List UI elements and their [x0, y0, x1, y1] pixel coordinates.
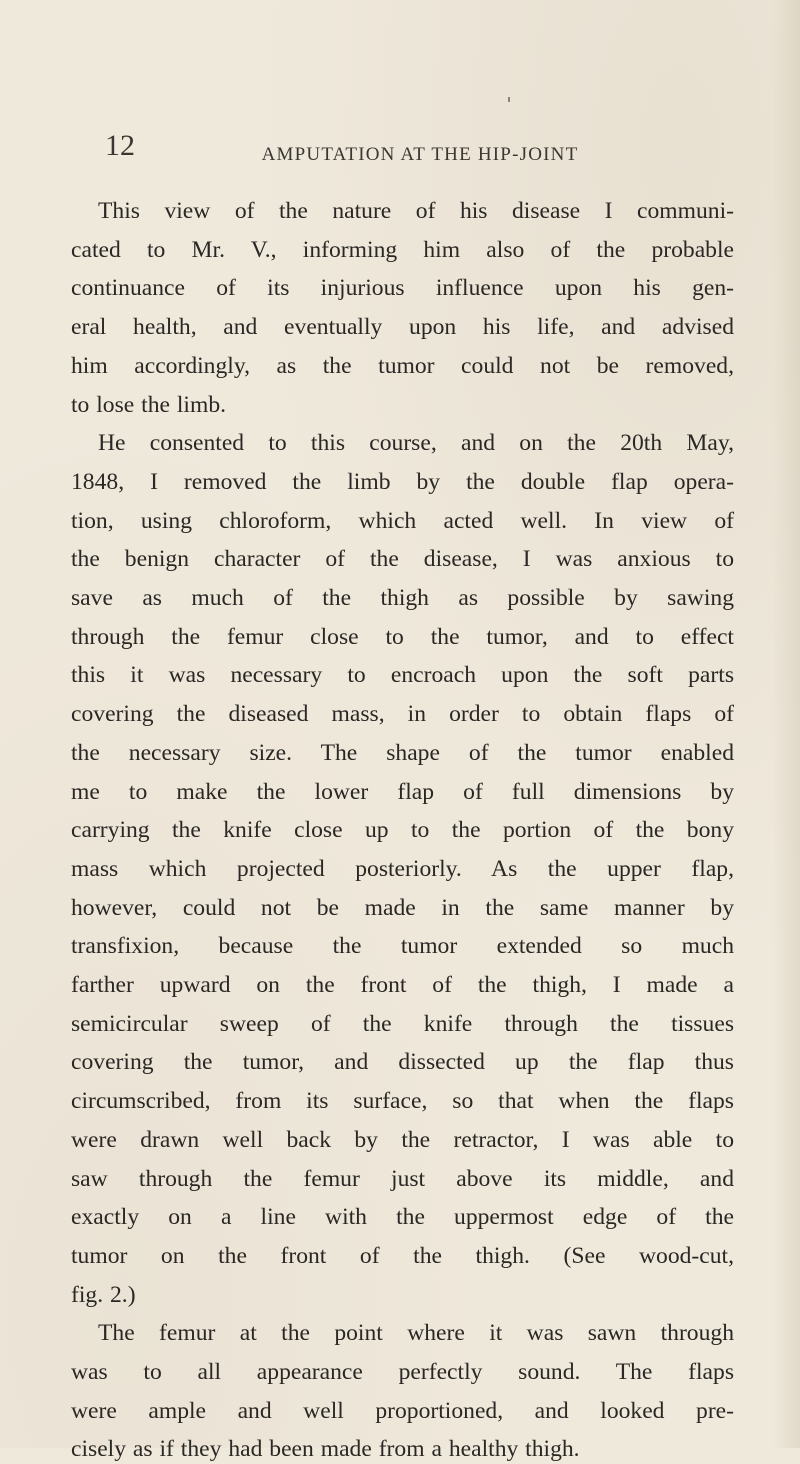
page-edge-shadow — [772, 0, 800, 1448]
text-line: circumscribed, from its surface, so that when the flaps — [71, 1088, 734, 1115]
text-line: were ample and well proportioned, and looked pre- — [71, 1397, 734, 1424]
text-line: cisely as if they had been made from a healthy thigh. — [71, 1436, 580, 1463]
text-line: save as much of the thigh as possible by sawing — [71, 585, 734, 611]
text-line: me to make the lower flap of full dimensions by — [71, 778, 734, 805]
ink-speck — [508, 97, 510, 102]
text-line: 1848, I removed the limb by the double flap opera- — [71, 468, 734, 495]
text-line: transfixion, because the tumor extended so much — [71, 933, 734, 960]
text-line: farther upward on the front of the thigh, I made a — [71, 972, 734, 998]
text-line: covering the tumor, and dissected up the flap thus — [71, 1049, 734, 1076]
text-line: He consented to this course, and on the 20th May, — [98, 430, 734, 457]
text-line: saw through the femur just above its middle, and — [71, 1165, 734, 1192]
text-line: the necessary size. The shape of the tumor enabled — [71, 739, 734, 766]
running-head — [0, 144, 800, 166]
text-line: exactly on a line with the uppermost edge of the — [71, 1204, 734, 1231]
text-line: tion, using chloroform, which acted well. In view of — [71, 507, 734, 534]
text-line: The femur at the point where it was sawn through — [98, 1320, 734, 1347]
text-line: through the femur close to the tumor, and to effect — [71, 623, 734, 650]
text-line: continuance of its injurious influence upon his gen- — [71, 275, 734, 302]
text-line: carrying the knife close up to the portion of the bony — [71, 817, 734, 844]
text-line: tumor on the front of the thigh. (See wood-cut, — [71, 1242, 734, 1269]
text-line: semicircular sweep of the knife through the tissues — [71, 1010, 734, 1037]
text-line: fig. 2.) — [71, 1281, 136, 1308]
text-line: this it was necessary to encroach upon the soft parts — [71, 662, 734, 689]
text-line: This view of the nature of his disease I communi- — [98, 198, 734, 224]
text-line: cated to Mr. V., informing him also of the probable — [71, 236, 734, 263]
text-line: covering the diseased mass, in order to obtain flaps of — [71, 701, 734, 728]
page-number: 12 — [105, 129, 135, 162]
text-line: him accordingly, as the tumor could not be removed, — [71, 352, 734, 379]
text-line: eral health, and eventually upon his life, and advised — [71, 314, 734, 341]
text-line: to lose the limb. — [71, 391, 227, 418]
text-line: the benign character of the disease, I was anxious to — [71, 546, 734, 573]
text-line: were drawn well back by the retractor, I was able to — [71, 1126, 734, 1153]
text-line: was to all appearance perfectly sound. The flaps — [71, 1359, 734, 1385]
text-line: mass which projected posteriorly. As the upper flap, — [71, 855, 734, 882]
running-head-text: AMPUTATION AT THE HIP-JOINT — [261, 144, 579, 165]
text-line: however, could not be made in the same manner by — [71, 894, 734, 921]
